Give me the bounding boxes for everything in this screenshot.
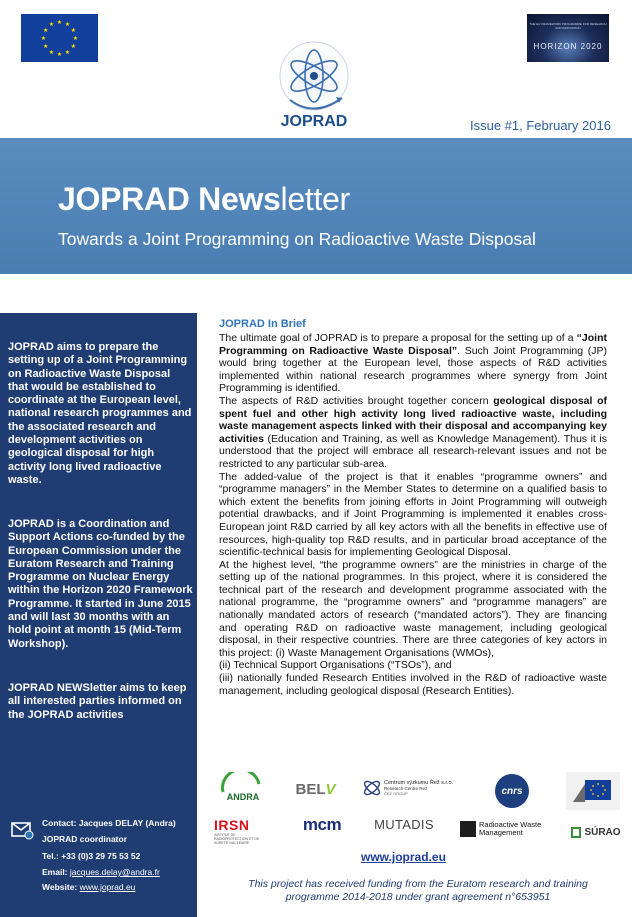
brief-paragraph-4: At the highest level, “the programme owners” are the ministries in charge of the setting up of the national programmes. In this project, where it is considered the technical part of the research and development programme associated with the national programme, the “programme owners” and “programme managers” are nationally mandated actors of research (“mandated actors”). They are financing and operating R&D on radioactive waste management, including geological disposal, in their respective countries. There are three categories of key actors in this project: (i) Waste Management Organisations (WMOs), [219, 558, 607, 659]
european-commission-logo [566, 772, 620, 810]
brief-paragraph-5: (ii) Technical Support Organisations (“TSOs”), and [219, 659, 452, 672]
svg-text:★: ★ [64, 21, 71, 29]
brief-paragraph-1 [219, 332, 607, 395]
joprad-logo-text: JOPRAD [280, 113, 348, 130]
contact-role: JOPRAD coordinator [42, 834, 128, 844]
horizon-subtext: THE EU FRAMEWORK PROGRAMME FOR RESEARCH AND INNOVATION [529, 22, 607, 30]
irsn-text: IRSN [214, 817, 250, 833]
cvr-group-text: ČEZ GROUP [384, 791, 408, 796]
envelope-icon [10, 818, 34, 842]
newsletter-title-bold: JOPRAD News [58, 181, 281, 217]
irsn-logo [214, 814, 266, 848]
mcm-logo [293, 815, 351, 835]
surao-text: SÚRAO [584, 826, 621, 838]
sidebar-paragraph-aims: JOPRAD aims to prepare the setting up of a Joint Programming on Radioactive Waste Disposal that would be established to coordinate at the European level, national research programmes and the associated research and development activities on geological disposal for high activity long lived radioactive waste. [8, 341, 192, 486]
svg-text:★: ★ [56, 19, 63, 26]
bel-text: BEL [295, 780, 326, 798]
brief-p1-text-end: . Such Joint Programming (JP) would bring together at the European level, those aspects of R&D activities implemented within national research programmes where synergy from Joint Programming is identified. [219, 344, 607, 395]
funding-statement: This project has received funding from the Euratom research and training programme 2014-2018 under grant agreement n°653951 [248, 878, 588, 903]
svg-text:★: ★ [70, 43, 76, 50]
newsletter-title [58, 181, 350, 218]
issue-label: Issue #1, February 2016 [470, 118, 611, 133]
contact-email [42, 867, 160, 877]
cvr-text: Centrum výzkumu Řež s.r.o. [384, 780, 454, 786]
mutadis-text: MUTADIS [374, 816, 434, 832]
brief-body [219, 332, 607, 697]
bel-v-text: V [325, 780, 336, 798]
svg-text:★: ★ [43, 43, 49, 50]
irsn-subtext: INSTITUT DE RADIOPROTECTION ET DE SÛRETÉ NUCLÉAIRE [214, 833, 260, 845]
andra-logo [217, 772, 269, 806]
contact-website-link[interactable]: www.joprad.eu [79, 882, 136, 892]
brief-p1-emphasis: “Joint Programming on Radioactive Waste Disposal” [219, 332, 607, 357]
svg-text:★: ★ [72, 35, 79, 42]
newsletter-title-rest: letter [280, 181, 350, 217]
bel-v-logo [288, 778, 343, 800]
mutadis-logo [372, 813, 436, 835]
rwm-square-icon [460, 821, 476, 837]
cnrs-logo [495, 774, 529, 808]
svg-text:★: ★ [43, 27, 49, 34]
cvr-atom-icon [362, 776, 382, 800]
svg-text:★: ★ [48, 21, 55, 29]
newsletter-subtitle: Towards a Joint Programming on Radioactive Waste Disposal [58, 229, 536, 249]
contact-name: Contact: Jacques DELAY (Andra) [42, 818, 176, 828]
newsletter-banner [0, 138, 632, 274]
horizon-text: HORIZON 2020 [533, 42, 603, 51]
svg-text:★: ★ [56, 51, 63, 58]
rwm-text: Radioactive Waste Management [479, 819, 542, 837]
brief-p2-text: The aspects of R&D activities brought together concern [219, 394, 494, 407]
cvr-subtext: Research Centre Rez [384, 786, 428, 791]
svg-text:★: ★ [64, 48, 71, 56]
contact-website [42, 882, 135, 892]
brief-p1-text: The ultimate goal of JOPRAD is to prepare a proposal for the setting up of a [219, 332, 577, 344]
cnrs-text: cnrs [501, 785, 523, 797]
mcm-text: mcm [302, 815, 342, 834]
brief-paragraph-6: (iii) nationally funded Research Entities involved in the R&D of radioactive waste management, including geological disposal (Research Entities). [219, 672, 607, 697]
website-link[interactable]: www.joprad.eu [361, 850, 446, 864]
contact-email-link[interactable]: jacques.delay@andra.fr [69, 867, 160, 877]
brief-p2-emphasis: geological disposal of spent fuel and other high activity long lived radioactive waste, including waste management aspects linked with their disposal and accompanying key activities [219, 394, 607, 445]
contact-phone: Tel.: +33 (0)3 29 75 53 52 [42, 851, 141, 861]
svg-text:★: ★ [70, 27, 76, 34]
eu-flag-logo [21, 14, 98, 62]
brief-p2-text-end: (Education and Training, as well as Knowledge Management). Thus it is understood that the project will embrace all research-relevant issues and not be restricted to any particular sub-area. [219, 432, 607, 470]
surao-logo [568, 822, 624, 842]
cvr-logo [362, 773, 458, 803]
andra-text: ANDRA [226, 792, 260, 802]
sidebar-paragraph-newsletter: JOPRAD NEWSletter aims to keep all interested parties informed on the JOPRAD activities [8, 682, 187, 721]
rwm-logo [460, 817, 555, 841]
brief-paragraph-3: The added-value of the project is that it enables “programme owners” and “programme managers” in the Member States to determine on a qualified basis to which extent the benefits from joining efforts in Joint Programming will outweigh potential drawbacks, and if Joint Programming is implemented it enables cross-European joint R&D carried by all key actors with all the benefits in effective use of resources, high-quality top R&D results, and in particular broad acceptance of the scientific-technical basis for implementing Geological Disposal. [219, 470, 607, 559]
contact-website-label: Website: [42, 882, 80, 892]
surao-square-icon [571, 827, 581, 838]
sidebar-paragraph-coordination: JOPRAD is a Coordination and Support Actions co-funded by the European Commission under the Euratom Research and Training Programme on Nuclear Energy within the Horizon 2020 Framework Programme. It started in June 2015 and will last 30 months with an hold point at month 15 (Mid-Term Workshop). [8, 518, 193, 650]
svg-text:★: ★ [48, 48, 55, 56]
brief-heading: JOPRAD In Brief [219, 318, 306, 330]
svg-text:★: ★ [40, 35, 47, 42]
brief-paragraph-2 [219, 395, 607, 471]
horizon-2020-logo [527, 14, 609, 62]
contact-email-label: Email: [42, 867, 70, 877]
